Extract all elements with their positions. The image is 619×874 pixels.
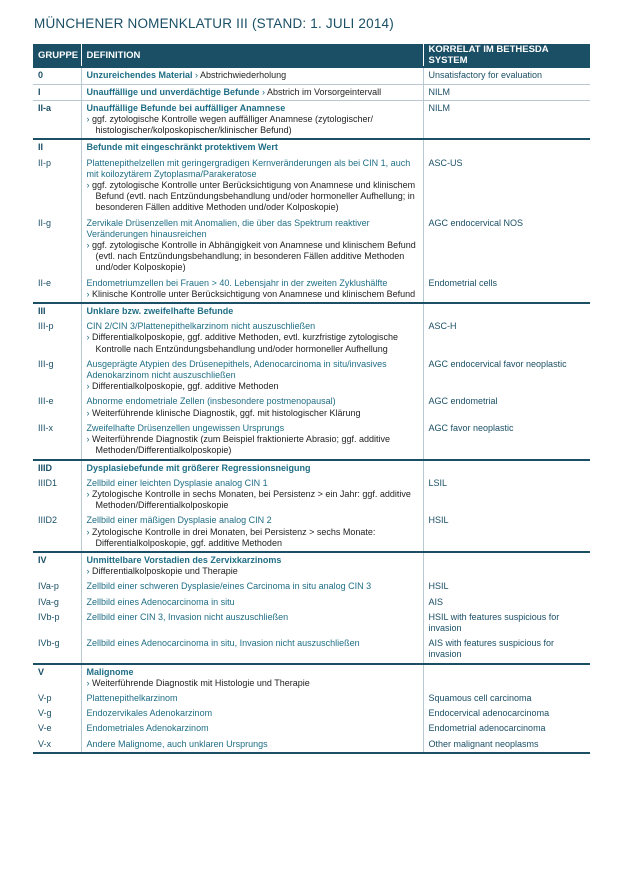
arrow-icon: › <box>86 240 92 251</box>
definition-cell <box>81 421 423 460</box>
definition-note <box>87 566 418 577</box>
bethesda-correlate: HSIL <box>423 513 590 552</box>
definition-cell <box>81 737 423 753</box>
arrow-icon: › <box>86 677 92 688</box>
group-code: II-e <box>38 277 52 288</box>
definition-lead: Unauffällige und unverdächtige Befunde <box>86 86 260 97</box>
definition-cell <box>81 84 423 100</box>
bethesda-correlate: AIS <box>423 595 590 610</box>
definition-lead: Malignome <box>86 666 134 677</box>
definition-lead: Abnorme endometriale Zellen (insbesondere postmenopausal) <box>86 396 336 407</box>
definition-note <box>87 381 418 392</box>
bethesda-correlate: NILM <box>423 84 590 100</box>
table-row <box>33 664 590 691</box>
group-code: II <box>33 139 81 155</box>
arrow-icon: › <box>86 381 92 392</box>
page-title: MÜNCHENER NOMENKLATUR III (STAND: 1. JULI 2014) <box>34 16 394 31</box>
note-text: Zytologische Kontrolle in drei Monaten, bei Persistenz > sechs Monate: Differentialkolposkopie, ggf. additive Methoden <box>92 526 376 548</box>
note-text: Differentialkolposkopie und Therapie <box>92 566 238 577</box>
definition-cell <box>81 721 423 736</box>
definition-lead: Zellbild eines Adenocarcinoma in situ <box>86 596 235 607</box>
definition-lead: Zellbild einer schweren Dysplasie/eines Carcinoma in situ analog CIN 3 <box>86 581 372 592</box>
definition-note <box>87 489 418 511</box>
definition-lead: Zellbild einer CIN 3, Invasion nicht auszuschließen <box>86 611 289 622</box>
definition-cell <box>81 100 423 139</box>
definition-lead: Endometriumzellen bei Frauen > 40. Lebensjahr in der zweiten Zyklushälfte <box>86 277 388 288</box>
definition-action: Abstrichwiederholung <box>200 70 287 81</box>
group-code: IV <box>33 552 81 579</box>
definition-cell <box>81 552 423 579</box>
table-header <box>33 44 590 67</box>
group-code: V-p <box>38 692 52 703</box>
definition-cell <box>81 319 423 357</box>
arrow-icon: › <box>86 114 92 125</box>
group-code: V-g <box>38 708 52 719</box>
definition-note <box>87 289 418 300</box>
table-row <box>33 139 590 155</box>
definition-note <box>87 527 418 549</box>
group-code: III-x <box>38 422 53 433</box>
bethesda-correlate: HSIL with features suspicious for invasion <box>423 610 590 636</box>
table-row <box>33 276 590 303</box>
bethesda-correlate: Other malignant neoplasms <box>423 737 590 753</box>
table-row <box>33 421 590 460</box>
note-text: Differentialkolposkopie, ggf. additive Methoden, evtl. kurzfristige zytologische Kontrolle nach Entzündungsbehandlung und/oder hormoneller Aufhellung <box>92 332 398 354</box>
bethesda-correlate: HSIL <box>423 579 590 594</box>
group-code: IVb-g <box>38 638 60 649</box>
arrow-icon: › <box>86 180 92 191</box>
definition-note <box>87 408 418 419</box>
group-code: II-g <box>38 217 52 228</box>
definition-lead: Ausgeprägte Atypien des Drüsenepithels, Adenocarcinoma in situ/invasives Adenokarzinom nicht auszuschließen <box>86 358 387 381</box>
table-row <box>33 476 590 514</box>
group-code: IVa-g <box>38 596 59 607</box>
table-row <box>33 460 590 476</box>
group-code: IIID1 <box>38 477 58 488</box>
arrow-icon: › <box>259 86 268 97</box>
bethesda-correlate <box>423 303 590 319</box>
table-row <box>33 100 590 139</box>
definition-cell <box>81 579 423 594</box>
definition-cell <box>81 610 423 636</box>
note-text: Weiterführende klinische Diagnostik, ggf. mit histologischer Klärung <box>92 407 361 418</box>
arrow-icon: › <box>86 566 92 577</box>
note-text: ggf. zytologische Kontrolle in Abhängigkeit von Anamnese und klinischem Befund (evtl. nach Entzündungsbehandlung; in besonderen Fällen additive Methoden und/oder Kolposkopie) <box>92 240 416 273</box>
group-code: IIID2 <box>38 515 58 526</box>
arrow-icon: › <box>86 332 92 343</box>
note-text: ggf. zytologische Kontrolle wegen auffälliger Anamnese (zytologischer/ histologischer/kolposkopischer/klinischer Befund) <box>92 114 373 136</box>
group-code: V-x <box>33 737 81 753</box>
table-row <box>33 636 590 663</box>
arrow-icon: › <box>86 488 92 499</box>
definition-lead: Endozervikales Adenokarzinom <box>86 708 213 719</box>
definition-cell <box>81 664 423 691</box>
table-row <box>33 67 590 84</box>
bethesda-correlate: AGC endometrial <box>423 394 590 420</box>
definition-lead: Zellbild einer leichten Dysplasie analog CIN 1 <box>86 477 268 488</box>
header-definition: DEFINITION <box>81 44 423 67</box>
group-code: IVa-p <box>38 581 59 592</box>
table-row <box>33 610 590 636</box>
definition-lead: Andere Malignome, auch unklaren Ursprungs <box>86 738 268 749</box>
table-row <box>33 303 590 319</box>
table-row <box>33 216 590 276</box>
arrow-icon: › <box>86 407 92 418</box>
bethesda-correlate: Endometrial cells <box>423 276 590 303</box>
arrow-icon: › <box>86 434 92 445</box>
definition-lead: Dysplasiebefunde mit größerer Regressionsneigung <box>86 462 311 473</box>
definition-note <box>87 114 418 136</box>
table-row <box>33 595 590 610</box>
definition-lead: Befunde mit eingeschränkt protektivem Wert <box>86 142 278 153</box>
group-code: IIID <box>33 460 81 476</box>
group-code: I <box>33 84 81 100</box>
definition-lead: CIN 2/CIN 3/Plattenepithelkarzinom nicht auszuschließen <box>86 321 316 332</box>
definition-cell <box>81 303 423 319</box>
definition-lead: Unauffällige Befunde bei auffälliger Anamnese <box>86 102 286 113</box>
bethesda-correlate <box>423 139 590 155</box>
note-text: Zytologische Kontrolle in sechs Monaten, bei Persistenz > ein Jahr: ggf. additive Methoden/Differentialkolposkopie <box>92 488 411 511</box>
definition-lead: Zellbild einer mäßigen Dysplasie analog CIN 2 <box>86 515 272 526</box>
header-group: GRUPPE <box>33 44 81 67</box>
bethesda-correlate <box>423 664 590 691</box>
definition-lead: Plattenepithelzellen mit geringergradigen Kernveränderungen als bei CIN 1, auch mit koilozytärem Zytoplasma/Parakeratose <box>86 157 411 179</box>
group-code: II-p <box>38 157 52 168</box>
definition-note <box>87 332 418 354</box>
definition-lead: Zweifelhafte Drüsenzellen ungewissen Ursprungs <box>86 422 285 433</box>
group-code: III <box>33 303 81 319</box>
group-code: 0 <box>33 67 81 84</box>
definition-lead: Endometriales Adenokarzinom <box>86 723 209 734</box>
definition-cell <box>81 276 423 303</box>
arrow-icon: › <box>86 526 92 537</box>
definition-lead: Zellbild eines Adenocarcinoma in situ, Invasion nicht auszuschließen <box>86 638 360 649</box>
bethesda-correlate: ASC-US <box>423 156 590 216</box>
bethesda-correlate: Endocervical adenocarcinoma <box>423 706 590 721</box>
bethesda-correlate: AGC favor neoplastic <box>423 421 590 460</box>
bethesda-correlate: NILM <box>423 100 590 139</box>
note-text: Klinische Kontrolle unter Berücksichtigung von Anamnese und klinischem Befund <box>92 288 416 299</box>
definition-cell <box>81 67 423 84</box>
table-row <box>33 394 590 420</box>
definition-note <box>87 180 418 214</box>
bethesda-correlate: AGC endocervical NOS <box>423 216 590 276</box>
group-code: V <box>33 664 81 691</box>
nomenclature-table <box>33 44 590 754</box>
definition-lead: Unmittelbare Vorstadien des Zervixkarzinoms <box>86 554 282 565</box>
bethesda-correlate <box>423 552 590 579</box>
note-text: Weiterführende Diagnostik mit Histologie und Therapie <box>92 677 310 688</box>
arrow-icon: › <box>192 70 201 81</box>
definition-note <box>87 678 418 689</box>
table-row <box>33 156 590 216</box>
definition-note <box>87 434 418 456</box>
definition-cell <box>81 595 423 610</box>
group-code: IVb-p <box>38 611 60 622</box>
arrow-icon: › <box>86 288 92 299</box>
group-code: V-e <box>38 723 52 734</box>
definition-lead: Plattenepithelkarzinom <box>86 692 178 703</box>
table-row <box>33 319 590 357</box>
group-code: III-g <box>38 358 54 369</box>
definition-lead: Unklare bzw. zweifelhafte Befunde <box>86 306 234 317</box>
definition-cell <box>81 394 423 420</box>
group-code: III-p <box>38 321 54 332</box>
definition-cell <box>81 460 423 476</box>
definition-cell <box>81 513 423 552</box>
definition-cell <box>81 139 423 155</box>
table-row <box>33 552 590 579</box>
definition-cell <box>81 706 423 721</box>
bethesda-correlate: Unsatisfactory for evaluation <box>423 67 590 84</box>
group-code: II-a <box>33 100 81 139</box>
bethesda-correlate: AGC endocervical favor neoplastic <box>423 357 590 395</box>
note-text: ggf. zytologische Kontrolle unter Berücksichtigung von Anamnese und klinischem Befund (evtl. nach Entzündungsbehandlung und/oder hormoneller Aufhellung; in besonderen Fällen additive Methoden und/oder Kolposkopie) <box>92 180 416 213</box>
bethesda-correlate: Endometrial adenocarcinoma <box>423 721 590 736</box>
note-text: Weiterführende Diagnostik (zum Beispiel fraktionierte Abrasio; ggf. additive Methoden/Differentialkolposkopie) <box>92 434 390 456</box>
group-code: III-e <box>38 396 54 407</box>
bethesda-correlate: LSIL <box>423 476 590 514</box>
header-correlate: KORRELAT IM BETHESDA SYSTEM <box>423 44 590 67</box>
definition-lead: Zervikale Drüsenzellen mit Anomalien, die über das Spektrum reaktiver Veränderungen hinausreichen <box>86 217 370 239</box>
definition-lead: Unzureichendes Material <box>86 70 193 81</box>
table-row <box>33 579 590 594</box>
definition-cell <box>81 216 423 276</box>
table-row <box>33 357 590 395</box>
bethesda-correlate: Squamous cell carcinoma <box>423 691 590 706</box>
definition-cell <box>81 156 423 216</box>
bethesda-correlate <box>423 460 590 476</box>
definition-cell <box>81 691 423 706</box>
bethesda-correlate: AIS with features suspicious for invasion <box>423 636 590 663</box>
table-row <box>33 706 590 721</box>
definition-cell <box>81 636 423 663</box>
note-text: Differentialkolposkopie, ggf. additive Methoden <box>92 381 279 392</box>
definition-action: Abstrich im Vorsorgeintervall <box>267 86 382 97</box>
bethesda-correlate: ASC-H <box>423 319 590 357</box>
table-row <box>33 513 590 552</box>
table-row <box>33 721 590 736</box>
table-row <box>33 737 590 753</box>
definition-cell <box>81 476 423 514</box>
table-row <box>33 84 590 100</box>
table-row <box>33 691 590 706</box>
definition-note <box>87 240 418 274</box>
definition-cell <box>81 357 423 395</box>
